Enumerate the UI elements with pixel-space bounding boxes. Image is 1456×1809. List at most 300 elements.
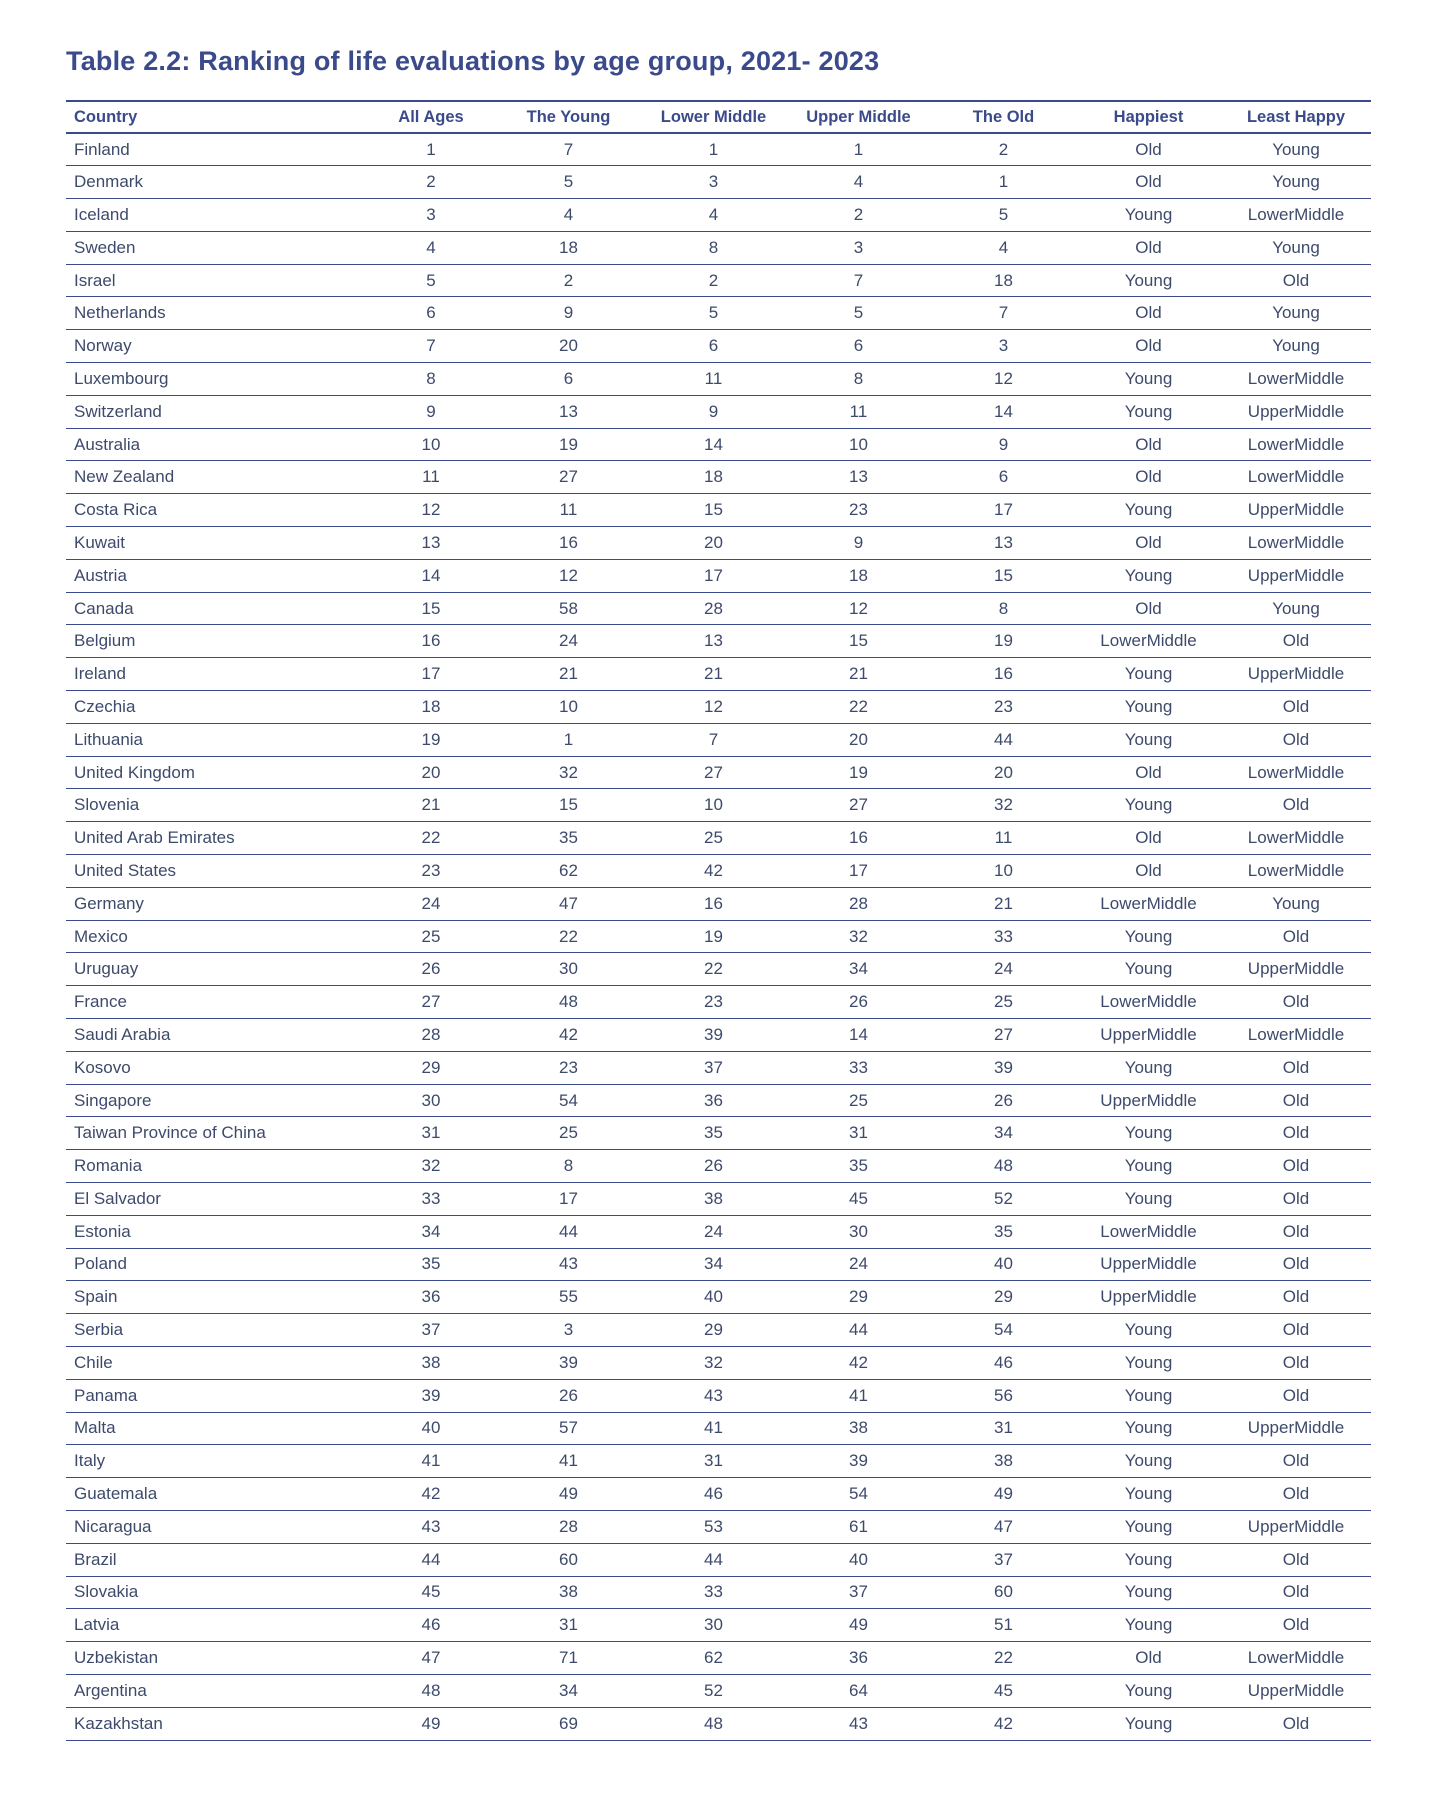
table-row [66, 395, 1371, 428]
least-happy-cell: Young [1221, 887, 1371, 920]
the-young-cell: 62 [496, 855, 641, 888]
the-old-cell: 31 [931, 1412, 1076, 1445]
the-young-cell: 10 [496, 691, 641, 724]
table-row [66, 559, 1371, 592]
the-old-cell: 34 [931, 1117, 1076, 1150]
the-old-cell: 11 [931, 822, 1076, 855]
table-row [66, 1642, 1371, 1675]
happiest-cell: Young [1076, 1412, 1221, 1445]
country-cell: Malta [66, 1412, 366, 1445]
lower-middle-cell: 30 [641, 1609, 786, 1642]
all-ages-cell: 30 [366, 1084, 496, 1117]
least-happy-cell: UpperMiddle [1221, 1412, 1371, 1445]
lower-middle-cell: 15 [641, 494, 786, 527]
lower-middle-cell: 3 [641, 166, 786, 199]
all-ages-cell: 35 [366, 1248, 496, 1281]
lower-middle-cell: 21 [641, 658, 786, 691]
country-cell: Panama [66, 1379, 366, 1412]
table-row [66, 1215, 1371, 1248]
upper-middle-cell: 30 [786, 1215, 931, 1248]
lower-middle-cell: 16 [641, 887, 786, 920]
header-the-young: The Young [496, 101, 641, 133]
happiest-cell: Young [1076, 264, 1221, 297]
the-young-cell: 13 [496, 395, 641, 428]
lower-middle-cell: 44 [641, 1543, 786, 1576]
country-cell: Nicaragua [66, 1510, 366, 1543]
lower-middle-cell: 2 [641, 264, 786, 297]
country-cell: Poland [66, 1248, 366, 1281]
upper-middle-cell: 35 [786, 1150, 931, 1183]
the-old-cell: 20 [931, 756, 1076, 789]
table-row [66, 363, 1371, 396]
all-ages-cell: 49 [366, 1707, 496, 1740]
upper-middle-cell: 34 [786, 953, 931, 986]
happiest-cell: Young [1076, 199, 1221, 232]
lower-middle-cell: 41 [641, 1412, 786, 1445]
country-cell: Australia [66, 428, 366, 461]
least-happy-cell: UpperMiddle [1221, 559, 1371, 592]
the-young-cell: 48 [496, 986, 641, 1019]
upper-middle-cell: 26 [786, 986, 931, 1019]
header-lower-middle: Lower Middle [641, 101, 786, 133]
happiest-cell: Young [1076, 1150, 1221, 1183]
lower-middle-cell: 23 [641, 986, 786, 1019]
table-row [66, 1117, 1371, 1150]
ranking-table [66, 100, 1371, 1741]
all-ages-cell: 46 [366, 1609, 496, 1642]
least-happy-cell: Young [1221, 231, 1371, 264]
least-happy-cell: Young [1221, 166, 1371, 199]
least-happy-cell: Old [1221, 986, 1371, 1019]
table-body [66, 133, 1371, 1740]
the-young-cell: 16 [496, 527, 641, 560]
table-row [66, 1609, 1371, 1642]
lower-middle-cell: 19 [641, 920, 786, 953]
happiest-cell: Young [1076, 920, 1221, 953]
upper-middle-cell: 61 [786, 1510, 931, 1543]
the-old-cell: 49 [931, 1478, 1076, 1511]
table-row [66, 1674, 1371, 1707]
country-cell: Austria [66, 559, 366, 592]
the-young-cell: 57 [496, 1412, 641, 1445]
all-ages-cell: 42 [366, 1478, 496, 1511]
the-old-cell: 16 [931, 658, 1076, 691]
happiest-cell: Young [1076, 1576, 1221, 1609]
happiest-cell: Old [1076, 133, 1221, 166]
country-cell: Serbia [66, 1314, 366, 1347]
upper-middle-cell: 5 [786, 297, 931, 330]
least-happy-cell: LowerMiddle [1221, 363, 1371, 396]
lower-middle-cell: 11 [641, 363, 786, 396]
header-happiest: Happiest [1076, 101, 1221, 133]
country-cell: Switzerland [66, 395, 366, 428]
least-happy-cell: Old [1221, 1117, 1371, 1150]
upper-middle-cell: 40 [786, 1543, 931, 1576]
table-row [66, 789, 1371, 822]
upper-middle-cell: 23 [786, 494, 931, 527]
happiest-cell: Young [1076, 1707, 1221, 1740]
table-row [66, 1314, 1371, 1347]
country-cell: Latvia [66, 1609, 366, 1642]
all-ages-cell: 27 [366, 986, 496, 1019]
the-young-cell: 11 [496, 494, 641, 527]
the-old-cell: 33 [931, 920, 1076, 953]
the-young-cell: 54 [496, 1084, 641, 1117]
country-cell: El Salvador [66, 1183, 366, 1216]
country-cell: Kosovo [66, 1051, 366, 1084]
the-old-cell: 2 [931, 133, 1076, 166]
table-row [66, 625, 1371, 658]
all-ages-cell: 36 [366, 1281, 496, 1314]
table-row [66, 887, 1371, 920]
lower-middle-cell: 1 [641, 133, 786, 166]
country-cell: Kazakhstan [66, 1707, 366, 1740]
the-old-cell: 48 [931, 1150, 1076, 1183]
the-young-cell: 44 [496, 1215, 641, 1248]
lower-middle-cell: 8 [641, 231, 786, 264]
all-ages-cell: 16 [366, 625, 496, 658]
happiest-cell: UpperMiddle [1076, 1281, 1221, 1314]
lower-middle-cell: 33 [641, 1576, 786, 1609]
upper-middle-cell: 33 [786, 1051, 931, 1084]
the-old-cell: 40 [931, 1248, 1076, 1281]
the-young-cell: 5 [496, 166, 641, 199]
least-happy-cell: Old [1221, 1084, 1371, 1117]
the-old-cell: 38 [931, 1445, 1076, 1478]
the-young-cell: 30 [496, 953, 641, 986]
lower-middle-cell: 12 [641, 691, 786, 724]
country-cell: Iceland [66, 199, 366, 232]
the-old-cell: 42 [931, 1707, 1076, 1740]
the-young-cell: 2 [496, 264, 641, 297]
happiest-cell: Old [1076, 166, 1221, 199]
upper-middle-cell: 19 [786, 756, 931, 789]
upper-middle-cell: 27 [786, 789, 931, 822]
table-row [66, 166, 1371, 199]
the-old-cell: 5 [931, 199, 1076, 232]
country-cell: Chile [66, 1346, 366, 1379]
table-row [66, 330, 1371, 363]
least-happy-cell: Old [1221, 1248, 1371, 1281]
least-happy-cell: Young [1221, 592, 1371, 625]
lower-middle-cell: 62 [641, 1642, 786, 1675]
the-old-cell: 35 [931, 1215, 1076, 1248]
the-young-cell: 47 [496, 887, 641, 920]
lower-middle-cell: 26 [641, 1150, 786, 1183]
country-cell: Spain [66, 1281, 366, 1314]
table-row [66, 1346, 1371, 1379]
all-ages-cell: 3 [366, 199, 496, 232]
all-ages-cell: 10 [366, 428, 496, 461]
all-ages-cell: 45 [366, 1576, 496, 1609]
table-row [66, 527, 1371, 560]
the-old-cell: 56 [931, 1379, 1076, 1412]
upper-middle-cell: 39 [786, 1445, 931, 1478]
the-young-cell: 41 [496, 1445, 641, 1478]
all-ages-cell: 48 [366, 1674, 496, 1707]
table-row [66, 428, 1371, 461]
lower-middle-cell: 52 [641, 1674, 786, 1707]
upper-middle-cell: 22 [786, 691, 931, 724]
happiest-cell: Young [1076, 1346, 1221, 1379]
happiest-cell: Young [1076, 494, 1221, 527]
the-young-cell: 28 [496, 1510, 641, 1543]
country-cell: Finland [66, 133, 366, 166]
table-row [66, 1150, 1371, 1183]
all-ages-cell: 6 [366, 297, 496, 330]
least-happy-cell: Old [1221, 1478, 1371, 1511]
lower-middle-cell: 46 [641, 1478, 786, 1511]
all-ages-cell: 23 [366, 855, 496, 888]
all-ages-cell: 32 [366, 1150, 496, 1183]
all-ages-cell: 20 [366, 756, 496, 789]
lower-middle-cell: 7 [641, 723, 786, 756]
the-young-cell: 17 [496, 1183, 641, 1216]
table-row [66, 1281, 1371, 1314]
happiest-cell: UpperMiddle [1076, 1084, 1221, 1117]
upper-middle-cell: 4 [786, 166, 931, 199]
country-cell: Luxembourg [66, 363, 366, 396]
lower-middle-cell: 10 [641, 789, 786, 822]
lower-middle-cell: 38 [641, 1183, 786, 1216]
upper-middle-cell: 7 [786, 264, 931, 297]
the-old-cell: 32 [931, 789, 1076, 822]
table-row [66, 1510, 1371, 1543]
the-old-cell: 12 [931, 363, 1076, 396]
country-cell: New Zealand [66, 461, 366, 494]
header-all-ages: All Ages [366, 101, 496, 133]
table-row [66, 461, 1371, 494]
the-old-cell: 10 [931, 855, 1076, 888]
all-ages-cell: 21 [366, 789, 496, 822]
all-ages-cell: 2 [366, 166, 496, 199]
upper-middle-cell: 20 [786, 723, 931, 756]
country-cell: France [66, 986, 366, 1019]
table-row [66, 1445, 1371, 1478]
table-row [66, 1412, 1371, 1445]
all-ages-cell: 31 [366, 1117, 496, 1150]
the-young-cell: 55 [496, 1281, 641, 1314]
all-ages-cell: 39 [366, 1379, 496, 1412]
upper-middle-cell: 13 [786, 461, 931, 494]
all-ages-cell: 17 [366, 658, 496, 691]
all-ages-cell: 14 [366, 559, 496, 592]
country-cell: Belgium [66, 625, 366, 658]
happiest-cell: Young [1076, 1183, 1221, 1216]
table-row [66, 133, 1371, 166]
header-least-happy: Least Happy [1221, 101, 1371, 133]
upper-middle-cell: 16 [786, 822, 931, 855]
country-cell: Ireland [66, 658, 366, 691]
country-cell: Taiwan Province of China [66, 1117, 366, 1150]
upper-middle-cell: 42 [786, 1346, 931, 1379]
lower-middle-cell: 29 [641, 1314, 786, 1347]
the-young-cell: 60 [496, 1543, 641, 1576]
least-happy-cell: LowerMiddle [1221, 527, 1371, 560]
upper-middle-cell: 44 [786, 1314, 931, 1347]
upper-middle-cell: 8 [786, 363, 931, 396]
least-happy-cell: LowerMiddle [1221, 1642, 1371, 1675]
all-ages-cell: 38 [366, 1346, 496, 1379]
the-young-cell: 32 [496, 756, 641, 789]
lower-middle-cell: 22 [641, 953, 786, 986]
least-happy-cell: Old [1221, 1576, 1371, 1609]
least-happy-cell: LowerMiddle [1221, 855, 1371, 888]
upper-middle-cell: 9 [786, 527, 931, 560]
table-row [66, 592, 1371, 625]
lower-middle-cell: 4 [641, 199, 786, 232]
the-old-cell: 17 [931, 494, 1076, 527]
table-row [66, 1183, 1371, 1216]
the-old-cell: 8 [931, 592, 1076, 625]
all-ages-cell: 7 [366, 330, 496, 363]
upper-middle-cell: 11 [786, 395, 931, 428]
country-cell: United States [66, 855, 366, 888]
happiest-cell: Old [1076, 855, 1221, 888]
least-happy-cell: Old [1221, 1445, 1371, 1478]
the-old-cell: 22 [931, 1642, 1076, 1675]
the-old-cell: 52 [931, 1183, 1076, 1216]
table-row [66, 658, 1371, 691]
happiest-cell: Young [1076, 691, 1221, 724]
happiest-cell: Young [1076, 1478, 1221, 1511]
the-old-cell: 25 [931, 986, 1076, 1019]
happiest-cell: LowerMiddle [1076, 1215, 1221, 1248]
all-ages-cell: 1 [366, 133, 496, 166]
country-cell: United Arab Emirates [66, 822, 366, 855]
country-cell: Romania [66, 1150, 366, 1183]
least-happy-cell: UpperMiddle [1221, 1674, 1371, 1707]
country-cell: Uruguay [66, 953, 366, 986]
happiest-cell: Young [1076, 1117, 1221, 1150]
header-upper-middle: Upper Middle [786, 101, 931, 133]
the-young-cell: 24 [496, 625, 641, 658]
table-row [66, 1248, 1371, 1281]
happiest-cell: Young [1076, 723, 1221, 756]
all-ages-cell: 5 [366, 264, 496, 297]
page-title: Table 2.2: Ranking of life evaluations by age group, 2021- 2023 [66, 46, 880, 76]
lower-middle-cell: 6 [641, 330, 786, 363]
upper-middle-cell: 37 [786, 1576, 931, 1609]
all-ages-cell: 19 [366, 723, 496, 756]
the-young-cell: 49 [496, 1478, 641, 1511]
upper-middle-cell: 38 [786, 1412, 931, 1445]
lower-middle-cell: 32 [641, 1346, 786, 1379]
the-young-cell: 7 [496, 133, 641, 166]
least-happy-cell: LowerMiddle [1221, 461, 1371, 494]
upper-middle-cell: 10 [786, 428, 931, 461]
all-ages-cell: 12 [366, 494, 496, 527]
country-cell: Slovenia [66, 789, 366, 822]
upper-middle-cell: 64 [786, 1674, 931, 1707]
lower-middle-cell: 9 [641, 395, 786, 428]
all-ages-cell: 18 [366, 691, 496, 724]
lower-middle-cell: 34 [641, 1248, 786, 1281]
country-cell: Costa Rica [66, 494, 366, 527]
the-young-cell: 1 [496, 723, 641, 756]
least-happy-cell: UpperMiddle [1221, 1510, 1371, 1543]
all-ages-cell: 41 [366, 1445, 496, 1478]
lower-middle-cell: 31 [641, 1445, 786, 1478]
the-young-cell: 4 [496, 199, 641, 232]
upper-middle-cell: 12 [786, 592, 931, 625]
least-happy-cell: Old [1221, 264, 1371, 297]
the-young-cell: 20 [496, 330, 641, 363]
table-row [66, 1019, 1371, 1052]
the-old-cell: 54 [931, 1314, 1076, 1347]
upper-middle-cell: 49 [786, 1609, 931, 1642]
happiest-cell: Old [1076, 527, 1221, 560]
least-happy-cell: Young [1221, 133, 1371, 166]
happiest-cell: Old [1076, 1642, 1221, 1675]
country-cell: Italy [66, 1445, 366, 1478]
least-happy-cell: Old [1221, 723, 1371, 756]
lower-middle-cell: 43 [641, 1379, 786, 1412]
lower-middle-cell: 48 [641, 1707, 786, 1740]
all-ages-cell: 28 [366, 1019, 496, 1052]
the-young-cell: 22 [496, 920, 641, 953]
least-happy-cell: Old [1221, 1281, 1371, 1314]
happiest-cell: Young [1076, 658, 1221, 691]
country-cell: Mexico [66, 920, 366, 953]
the-old-cell: 23 [931, 691, 1076, 724]
table-row [66, 920, 1371, 953]
the-old-cell: 21 [931, 887, 1076, 920]
all-ages-cell: 24 [366, 887, 496, 920]
happiest-cell: Old [1076, 822, 1221, 855]
upper-middle-cell: 21 [786, 658, 931, 691]
the-young-cell: 9 [496, 297, 641, 330]
upper-middle-cell: 31 [786, 1117, 931, 1150]
the-old-cell: 14 [931, 395, 1076, 428]
upper-middle-cell: 45 [786, 1183, 931, 1216]
the-young-cell: 43 [496, 1248, 641, 1281]
happiest-cell: Young [1076, 395, 1221, 428]
all-ages-cell: 25 [366, 920, 496, 953]
least-happy-cell: Old [1221, 1346, 1371, 1379]
least-happy-cell: Old [1221, 1215, 1371, 1248]
all-ages-cell: 40 [366, 1412, 496, 1445]
happiest-cell: Young [1076, 1609, 1221, 1642]
least-happy-cell: Old [1221, 920, 1371, 953]
the-young-cell: 42 [496, 1019, 641, 1052]
table-row [66, 231, 1371, 264]
all-ages-cell: 4 [366, 231, 496, 264]
least-happy-cell: Old [1221, 789, 1371, 822]
all-ages-cell: 13 [366, 527, 496, 560]
table-row [66, 1084, 1371, 1117]
table-row [66, 1051, 1371, 1084]
lower-middle-cell: 24 [641, 1215, 786, 1248]
the-old-cell: 27 [931, 1019, 1076, 1052]
country-cell: Argentina [66, 1674, 366, 1707]
lower-middle-cell: 20 [641, 527, 786, 560]
the-young-cell: 18 [496, 231, 641, 264]
the-old-cell: 4 [931, 231, 1076, 264]
least-happy-cell: LowerMiddle [1221, 1019, 1371, 1052]
happiest-cell: Old [1076, 756, 1221, 789]
the-young-cell: 15 [496, 789, 641, 822]
the-old-cell: 24 [931, 953, 1076, 986]
table-header [66, 101, 1371, 133]
least-happy-cell: LowerMiddle [1221, 822, 1371, 855]
least-happy-cell: Old [1221, 1609, 1371, 1642]
lower-middle-cell: 39 [641, 1019, 786, 1052]
all-ages-cell: 37 [366, 1314, 496, 1347]
happiest-cell: Old [1076, 592, 1221, 625]
country-cell: Norway [66, 330, 366, 363]
the-young-cell: 58 [496, 592, 641, 625]
